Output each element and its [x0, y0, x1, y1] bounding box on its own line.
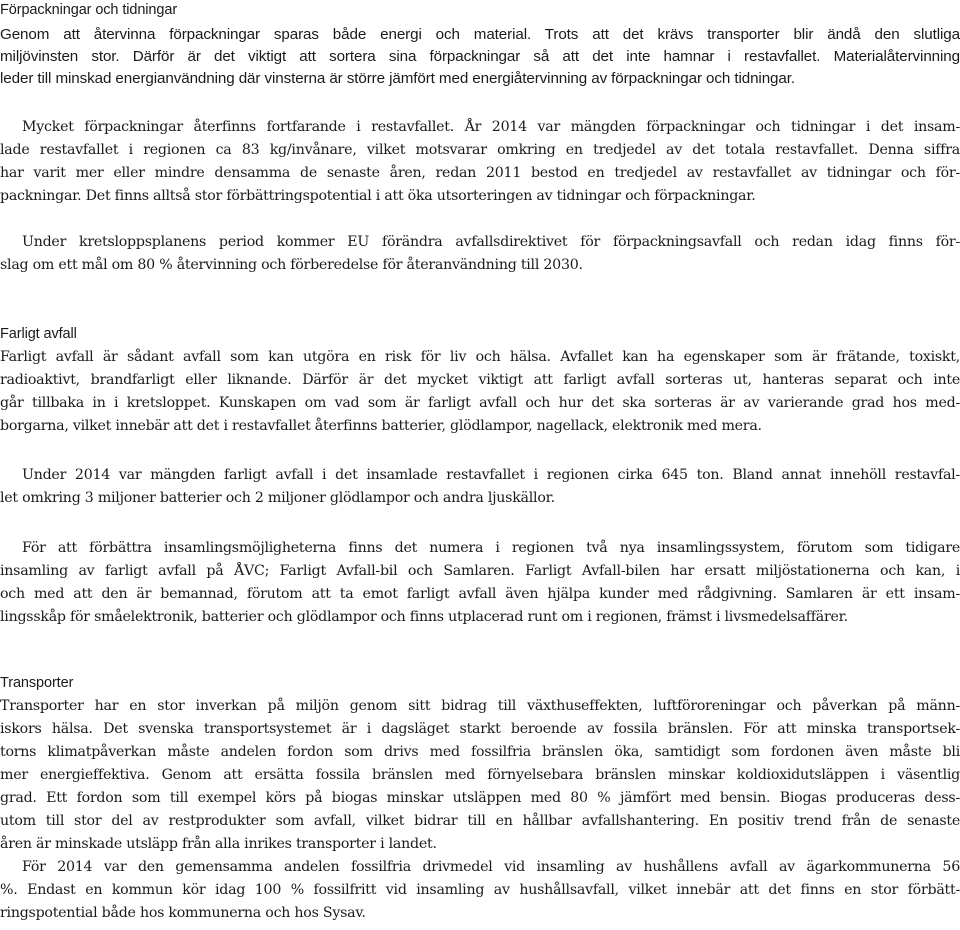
text-line: iskors hälsa. Det svenska transportsystemet är i dagsläget starkt beroende av fossila bränslen. För att minska transportsek- [0, 721, 960, 737]
text-line: grad. Ett fordon som till exempel körs på biogas minskar utsläppen med 80 % jämfört med bensin. Biogas produceras dess- [0, 790, 960, 806]
text-line: packningar. Det finns alltså stor förbättringspotential i att öka utsorteringen av tidningar och förpackningar. [0, 188, 756, 204]
paragraph-packaging-eu [0, 231, 960, 277]
text-line: Farligt avfall är sådant avfall som kan utgöra en risk för liv och hälsa. Avfallet kan ha egenskaper som är frätande, toxiskt, [0, 349, 960, 365]
text-line: Mycket förpackningar återfinns fortfarande i restavfallet. År 2014 var mängden förpackningar och tidningar i det insam- [22, 119, 960, 135]
text-line: åren är minskade utsläpp från alla inrikes transporter i landet. [0, 836, 437, 852]
text-line: lingsskåp för småelektronik, batterier och glödlampor och finns utplacerad runt om i regionen, främst i livsmedelsaffärer. [0, 609, 848, 625]
paragraph-hazardous-collection [0, 537, 960, 629]
heading-transport: Transporter [0, 675, 74, 691]
paragraph-packaging-intro [0, 24, 960, 90]
text-line: ringspotential både hos kommunerna och hos Sysav. [0, 905, 366, 921]
text-line: miljövinsten stor. Därför är det viktigt att sortera sina förpackningar så att det inte hamnar i restavfallet. Materialåtervinning [0, 48, 960, 65]
text-line: slag om ett mål om 80 % återvinning och förberedelse för återanvändning till 2030. [0, 257, 583, 273]
text-line: %. Endast en kommun kör idag 100 % fossilfritt vid insamling av hushållsavfall, vilket innebär att det finns en stor förbätt- [0, 882, 960, 898]
text-line: mer energieffektiva. Genom att ersätta fossila bränslen med förnyelsebara bränslen minskar koldioxidutsläppen i väsentlig [0, 767, 960, 783]
heading-packaging: Förpackningar och tidningar [0, 2, 178, 18]
paragraph-hazardous-amounts [0, 464, 960, 510]
paragraph-transport-impact [0, 695, 960, 856]
paragraph-hazardous-definition [0, 346, 960, 438]
text-line: Under 2014 var mängden farligt avfall i det insamlade restavfallet i regionen cirka 645 ton. Bland annat innehöll restavfal- [22, 467, 960, 483]
text-line: och med att den är bemannad, förutom att ta emot farligt avfall även hjälpa kunder med rådgivning. Samlaren är ett insam- [0, 586, 960, 602]
text-line: borgarna, vilket innebär att det i restavfallet återfinns batterier, glödlampor, nagellack, elektronik med mera. [0, 418, 762, 434]
text-line: går tillbaka in i kretsloppet. Kunskapen om vad som är farligt avfall och hur det ska sorteras är av varierande grad hos med- [0, 395, 960, 411]
text-line: För att förbättra insamlingsmöjligheterna finns det numera i regionen två nya insamlingssystem, förutom som tidigare [22, 540, 960, 556]
text-line: let omkring 3 miljoner batterier och 2 miljoner glödlampor och andra ljuskällor. [0, 490, 555, 506]
text-line: torns klimatpåverkan måste andelen fordon som drivs med fossilfria bränslen öka, samtidigt som fordonen även måste bli [0, 744, 960, 760]
paragraph-transport-fossilfree [0, 856, 960, 925]
paragraph-packaging-residual [0, 116, 960, 208]
text-line: utom till stor del av restprodukter som avfall, vilket bidrar till en hållbar avfallshantering. En positiv trend från de senaste [0, 813, 960, 829]
text-line: radioaktivt, brandfarligt eller liknande. Därför är det mycket viktigt att farligt avfall sorteras ut, hanteras separat och inte [0, 372, 960, 388]
text-line: Under kretsloppsplanens period kommer EU förändra avfallsdirektivet för förpackningsavfall och redan idag finns för- [22, 234, 960, 250]
text-line: lade restavfallet i regionen ca 83 kg/invånare, vilket motsvarar omkring en tredjedel av det totala restavfallet. Denna siffra [0, 142, 960, 158]
text-line: För 2014 var den gemensamma andelen fossilfria drivmedel vid insamling av hushållens avfall av ägarkommunerna 56 [22, 859, 960, 875]
text-line: leder till minskad energianvändning där vinsterna är större jämfört med energiåtervinning av förpackningar och tidningar. [0, 70, 795, 87]
text-line: insamling av farligt avfall på ÅVC; Farligt Avfall-bil och Samlaren. Farligt Avfall-bilen har ersatt miljöstationerna och kan, i [0, 563, 960, 579]
heading-hazardous: Farligt avfall [0, 326, 77, 342]
text-line: Genom att återvinna förpackningar sparas både energi och material. Trots att det krävs transporter blir ändå den slutliga [0, 26, 960, 43]
text-line: Transporter har en stor inverkan på miljön genom sitt bidrag till växthuseffekten, luftföroreningar och påverkan på männ- [0, 698, 960, 714]
text-line: har varit mer eller mindre densamma de senaste åren, redan 2011 bestod en tredjedel av restavfallet av tidningar och för- [0, 165, 960, 181]
